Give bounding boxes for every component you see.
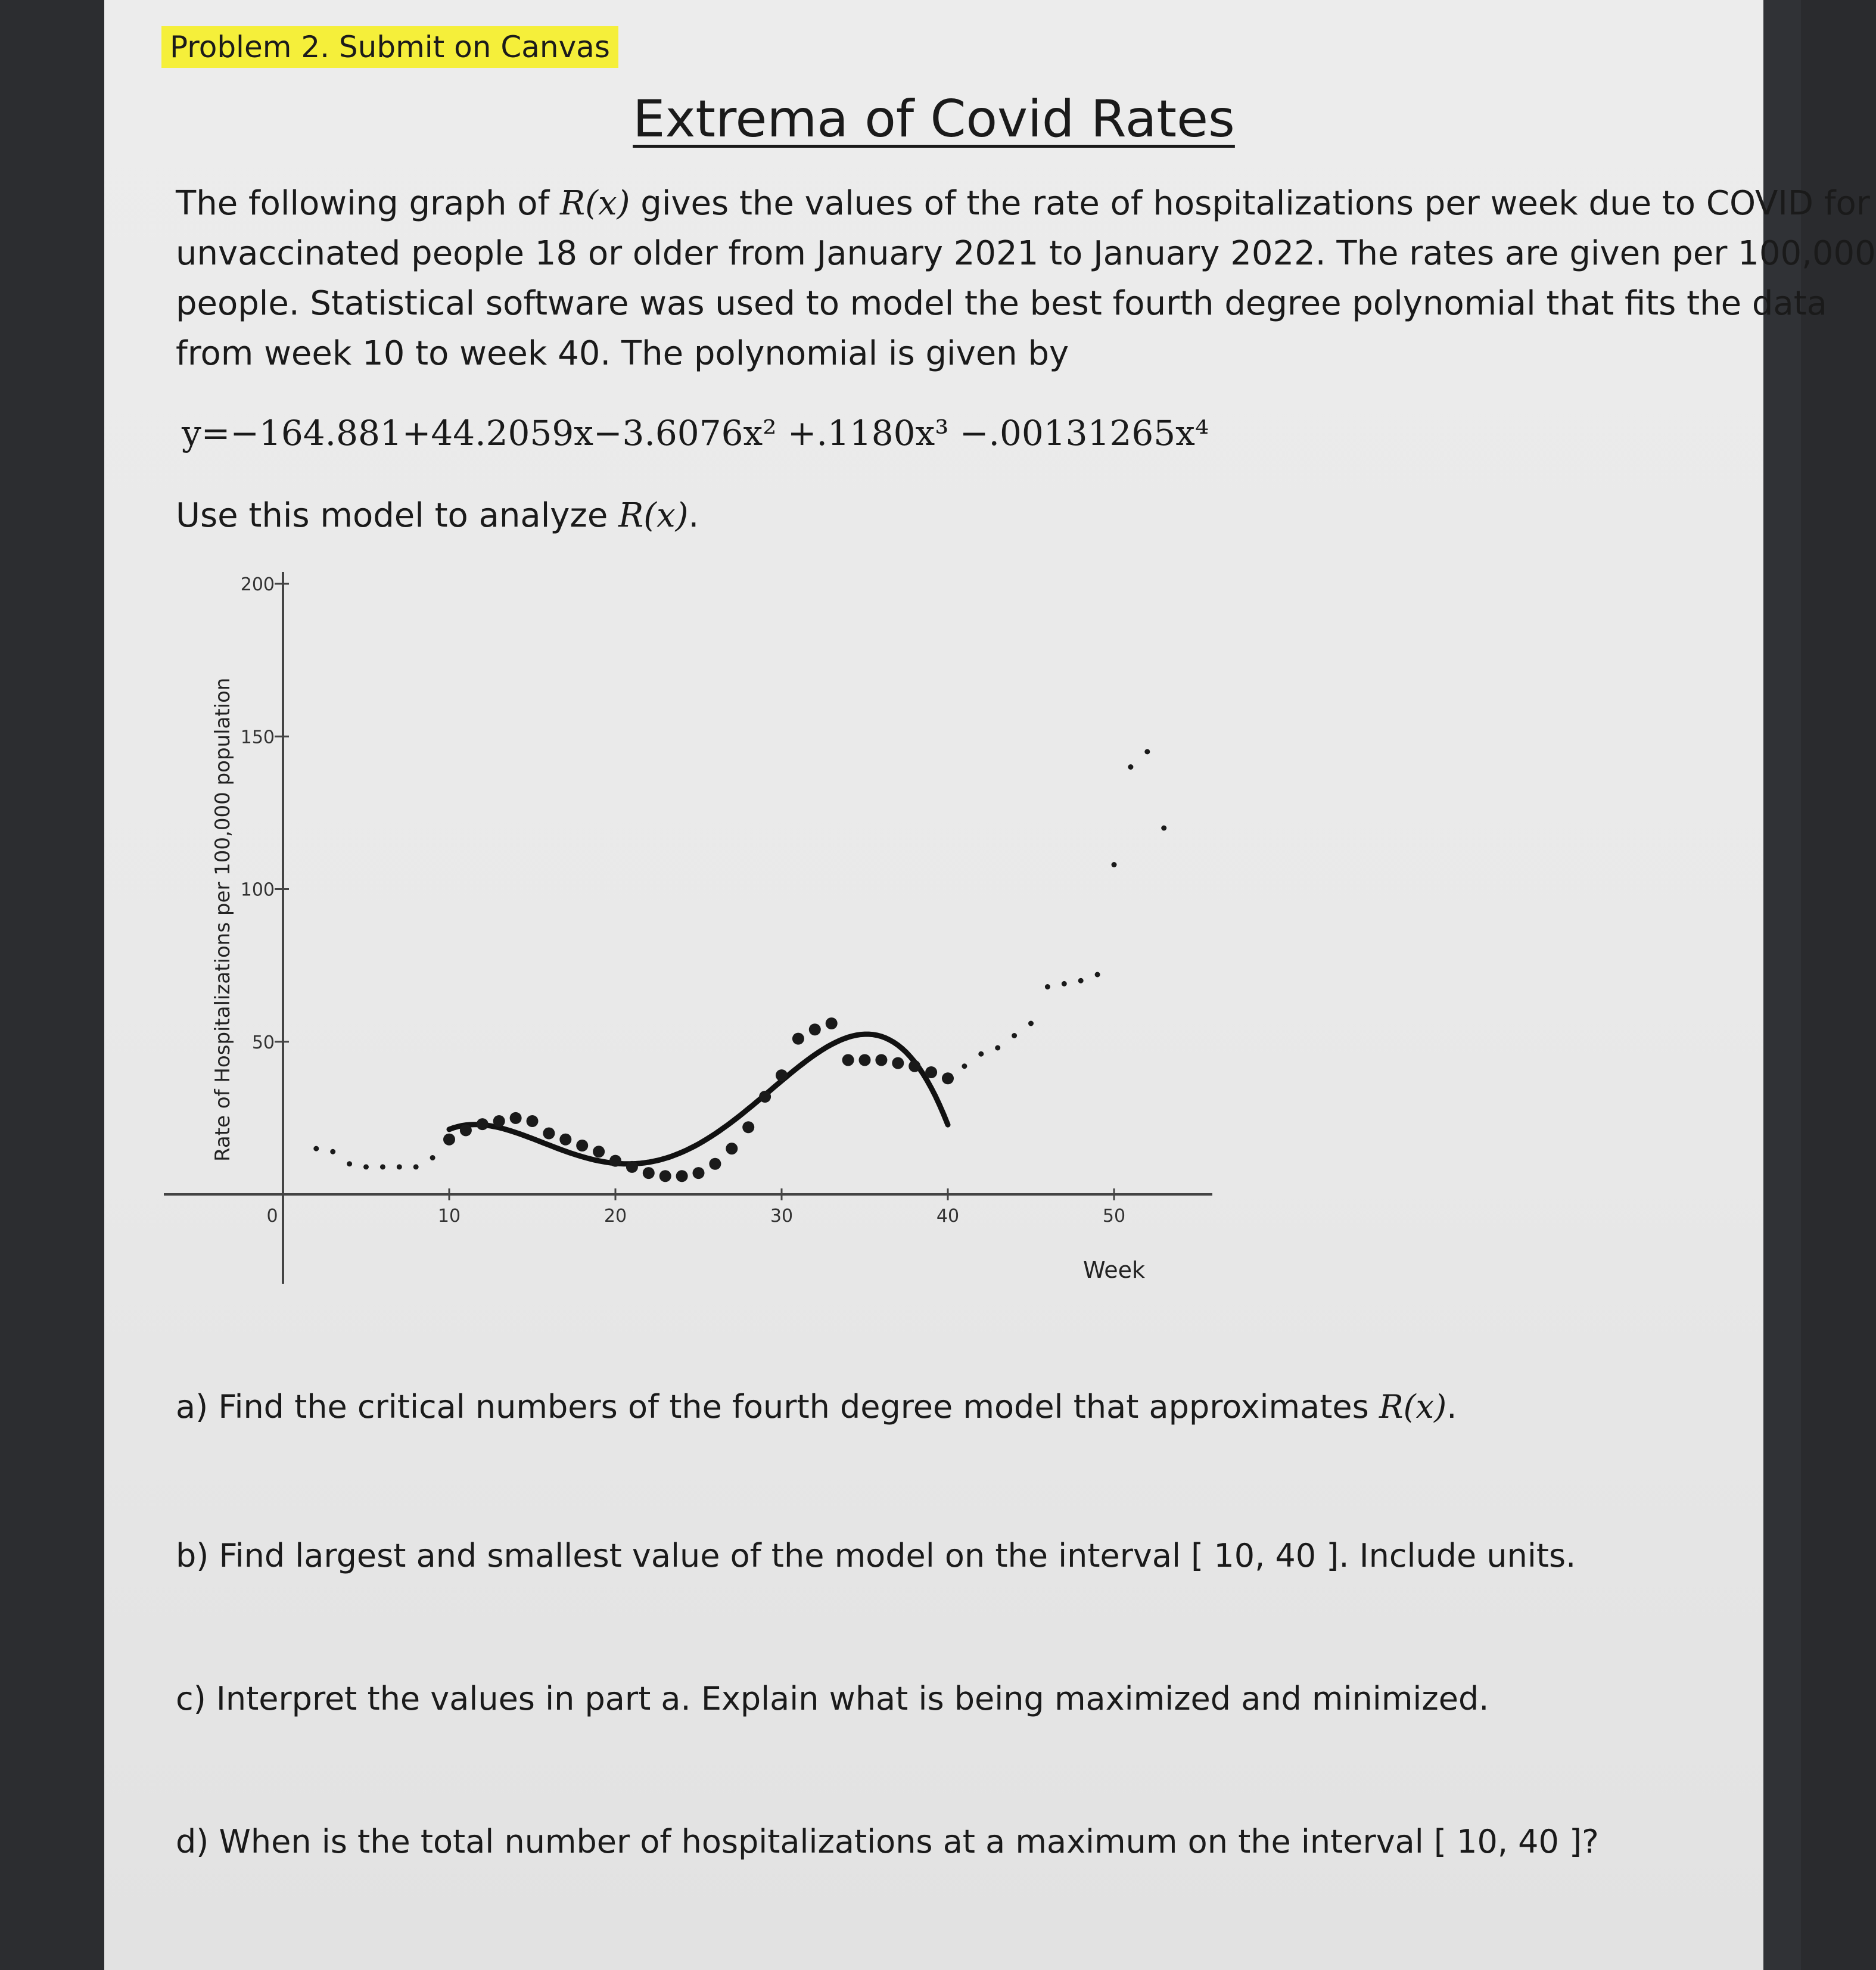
question-d: d) When is the total number of hospitalizations at a maximum on the interval [ 10, 40 ]?	[176, 1823, 1599, 1860]
question-a-function: R(x)	[1379, 1388, 1447, 1426]
x-tick-label: 30	[770, 1206, 794, 1227]
data-point	[676, 1170, 688, 1182]
use-model-function: R(x)	[618, 496, 689, 535]
data-point	[1161, 826, 1166, 831]
intro-line-1-start: The following graph of	[176, 184, 561, 223]
x-tick-label: 10	[437, 1206, 461, 1227]
x-tick-label: 0	[266, 1206, 278, 1227]
data-point	[443, 1134, 455, 1146]
data-point	[693, 1167, 705, 1179]
data-point	[609, 1155, 621, 1167]
data-point	[942, 1072, 954, 1084]
polynomial-formula: y=−164.881+44.2059x−3.6076x² +.1180x³ −.00131265x⁴	[182, 413, 1209, 453]
data-point	[1112, 862, 1117, 867]
data-point	[776, 1069, 788, 1081]
desk-background-left	[0, 0, 104, 1970]
data-point	[875, 1054, 887, 1066]
data-point	[510, 1112, 522, 1124]
data-point	[809, 1023, 821, 1035]
data-point	[892, 1057, 904, 1069]
data-point	[1062, 981, 1067, 986]
data-point	[1144, 749, 1150, 754]
question-a-text: a) Find the critical numbers of the fourth degree model that approximates	[176, 1388, 1379, 1426]
data-point	[995, 1045, 1000, 1051]
data-point	[842, 1054, 854, 1066]
data-point	[1095, 972, 1100, 978]
data-point	[978, 1051, 984, 1057]
question-a-end: .	[1446, 1388, 1457, 1426]
data-point	[593, 1146, 605, 1157]
x-tick-label: 40	[936, 1206, 960, 1227]
data-point	[1045, 984, 1050, 989]
data-point	[576, 1140, 588, 1151]
data-point	[460, 1124, 472, 1136]
data-point	[347, 1161, 352, 1166]
intro-line-3: people. Statistical software was used to model the best fourth degree polynomial that fits the data	[176, 284, 1827, 323]
data-point	[397, 1164, 402, 1169]
question-c: c) Interpret the values in part a. Explain what is being maximized and minimized.	[176, 1680, 1489, 1717]
page-title	[104, 89, 1763, 149]
worksheet-page	[104, 0, 1876, 1970]
data-point	[626, 1161, 638, 1173]
data-point	[313, 1146, 319, 1151]
data-point	[1128, 764, 1133, 770]
data-point	[826, 1017, 838, 1029]
data-point	[643, 1167, 655, 1179]
data-point	[330, 1149, 335, 1154]
y-tick-label: 150	[240, 727, 275, 748]
problem-tag: Problem 2. Submit on Canvas	[161, 26, 618, 68]
data-point	[543, 1128, 555, 1140]
intro-line-2: unvaccinated people 18 or older from January 2021 to January 2022. The rates are given per 100,000	[176, 234, 1876, 273]
y-tick-label: 100	[240, 879, 275, 901]
intro-line-1-end: gives the values of the rate of hospitalizations per week due to COVID for	[630, 184, 1870, 223]
data-point	[559, 1134, 571, 1146]
data-point	[1012, 1033, 1017, 1038]
question-a	[176, 1388, 1457, 1426]
data-point	[962, 1063, 967, 1069]
x-tick-label: 50	[1102, 1206, 1126, 1227]
data-point	[759, 1091, 771, 1103]
data-point	[1078, 978, 1084, 984]
intro-line-1	[176, 179, 1870, 229]
data-point	[477, 1118, 489, 1130]
data-point	[925, 1066, 937, 1078]
data-point	[1028, 1021, 1034, 1026]
y-tick-label: 50	[251, 1032, 275, 1053]
title-text: Extrema of Covid Rates	[633, 89, 1235, 149]
data-point	[380, 1164, 385, 1169]
x-axis-label: Week	[1082, 1257, 1146, 1283]
data-point	[859, 1054, 871, 1066]
data-point	[363, 1164, 369, 1169]
x-tick-label: 20	[603, 1206, 627, 1227]
data-point	[493, 1115, 505, 1127]
data-point	[909, 1060, 920, 1072]
data-point	[792, 1033, 804, 1045]
data-point	[742, 1121, 754, 1133]
intro-paragraph	[176, 179, 1876, 379]
data-point	[709, 1158, 721, 1170]
y-tick-label: 200	[240, 574, 275, 595]
data-point	[527, 1115, 539, 1127]
question-b: b) Find largest and smallest value of the model on the interval [ 10, 40 ]. Include units.	[176, 1537, 1576, 1574]
data-point	[659, 1170, 671, 1182]
use-model-end: .	[688, 496, 699, 535]
function-name: R(x)	[560, 184, 630, 223]
intro-line-4: from week 10 to week 40. The polynomial is given by	[176, 334, 1069, 373]
use-model-text: Use this model to analyze	[176, 496, 619, 535]
model-curve	[449, 1034, 948, 1164]
use-model-line	[176, 496, 699, 535]
data-point	[726, 1143, 738, 1154]
y-axis-label: Rate of Hospitalizations per 100,000 population	[211, 677, 235, 1162]
data-point	[430, 1155, 435, 1160]
hospitalization-chart	[211, 560, 1296, 1305]
data-point	[413, 1164, 419, 1169]
